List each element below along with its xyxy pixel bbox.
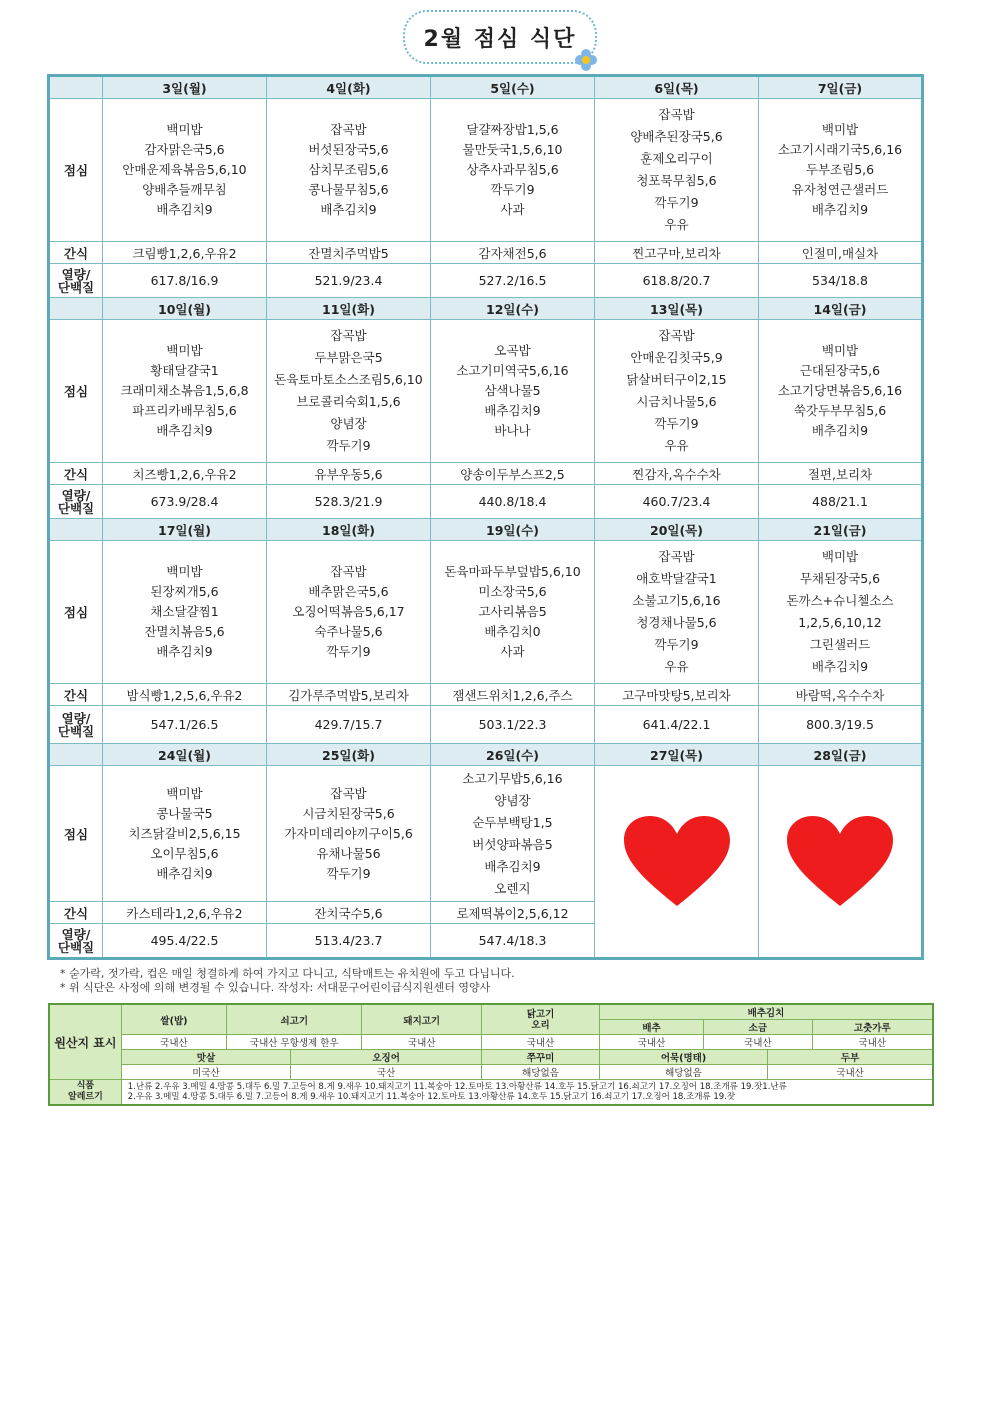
day-header: 12일(수) bbox=[431, 298, 595, 320]
menu-item: 사과 bbox=[500, 644, 525, 659]
snack-cell: 잔치국수5,6 bbox=[267, 902, 431, 924]
snack-cell: 찐고구마,보리차 bbox=[595, 242, 759, 264]
menu-item: 청포묵무침5,6 bbox=[636, 173, 717, 188]
menu-item: 상추사과무침5,6 bbox=[466, 162, 559, 177]
menu-item: 백미밥 bbox=[166, 122, 203, 137]
energy-label-1: 열량/ bbox=[61, 926, 91, 942]
energy-label bbox=[49, 706, 103, 744]
lunch-cell bbox=[431, 320, 595, 463]
lunch-cell bbox=[267, 320, 431, 463]
holiday-cell bbox=[595, 766, 759, 959]
energy-cell: 547.4/18.3 bbox=[431, 924, 595, 959]
menu-item: 배추김치9 bbox=[156, 644, 213, 659]
menu-item: 소고기당면볶음5,6,16 bbox=[777, 383, 903, 398]
menu-item: 백미밥 bbox=[821, 549, 859, 564]
menu-item: 백미밥 bbox=[821, 122, 859, 137]
allergy-line: 1.난류 2.우유 3.메밀 4.땅콩 5.대두 6.밀 7.고등어 8.게 9.새우 10.돼지고기 11.복숭아 12.토마토 13.아황산류 14.호두 15.닭고기 16.쇠고기 17.오징어 18.조개류 19.잣1.난류 bbox=[127, 1082, 787, 1092]
lunch-cell bbox=[103, 766, 267, 902]
menu-item: 깍두기9 bbox=[490, 182, 535, 197]
menu-item: 순두부백탕1,5 bbox=[472, 814, 553, 830]
snack-cell: 유부우동5,6 bbox=[267, 463, 431, 485]
menu-item: 깍두기9 bbox=[326, 438, 371, 453]
flower-icon bbox=[574, 48, 598, 72]
menu-item: 소고기시래기국5,6,16 bbox=[777, 142, 903, 157]
menu-item: 바나나 bbox=[494, 423, 531, 438]
snack-label: 간식 bbox=[49, 902, 103, 924]
origin-label bbox=[49, 1004, 121, 1080]
lunch-label: 점심 bbox=[49, 541, 103, 684]
header-blank bbox=[49, 519, 103, 541]
menu-item: 두부조림5,6 bbox=[805, 162, 875, 177]
menu-item: 안매운제육볶음5,6,10 bbox=[122, 162, 247, 177]
menu-item: 소고기미역국5,6,16 bbox=[456, 363, 569, 378]
menu-item: 깍두기9 bbox=[326, 865, 371, 881]
menu-item: 배추김치9 bbox=[156, 423, 213, 438]
origin-salt-name: 소금 bbox=[704, 1020, 812, 1035]
energy-label-2: 단백질 bbox=[57, 500, 95, 516]
energy-cell: 495.4/22.5 bbox=[103, 924, 267, 959]
lunch-label: 점심 bbox=[49, 99, 103, 242]
menu-item: 그린샐러드 bbox=[809, 637, 871, 652]
origin-fishcake-value: 해당없음 bbox=[599, 1065, 767, 1080]
menu-item: 양념장 bbox=[494, 792, 531, 808]
snack-label: 간식 bbox=[49, 684, 103, 706]
lunch-cell bbox=[759, 541, 923, 684]
day-header: 5일(수) bbox=[431, 76, 595, 99]
allergy-list bbox=[121, 1080, 933, 1106]
day-header: 6일(목) bbox=[595, 76, 759, 99]
heart-icon bbox=[785, 814, 895, 910]
origin-rice-name: 쌀(밥) bbox=[121, 1004, 226, 1035]
energy-cell: 673.9/28.4 bbox=[103, 485, 267, 519]
snack-cell: 크림빵1,2,6,우유2 bbox=[103, 242, 267, 264]
menu-item: 된장찌개5,6 bbox=[150, 584, 219, 599]
day-header: 17일(월) bbox=[103, 519, 267, 541]
menu-item: 콩나물무침5,6 bbox=[308, 182, 389, 197]
day-header: 11일(화) bbox=[267, 298, 431, 320]
lunch-label: 점심 bbox=[49, 766, 103, 902]
energy-label-2: 단백질 bbox=[57, 723, 95, 739]
menu-item: 돈육마파두부덮밥5,6,10 bbox=[444, 564, 581, 579]
menu-item: 가자미데리야끼구이5,6 bbox=[284, 825, 413, 841]
page-title: 2월 점심 식단 bbox=[423, 26, 577, 52]
energy-cell: 440.8/18.4 bbox=[431, 485, 595, 519]
menu-item: 크래미채소볶음1,5,6,8 bbox=[120, 383, 249, 398]
lunch-cell bbox=[431, 766, 595, 902]
origin-webfoot-name: 쭈꾸미 bbox=[482, 1050, 600, 1065]
menu-item: 깍두기9 bbox=[326, 644, 371, 659]
menu-item: 잔멸치볶음5,6 bbox=[144, 624, 225, 639]
snack-cell: 바람떡,옥수수차 bbox=[759, 684, 923, 706]
menu-item: 버섯된장국5,6 bbox=[308, 142, 389, 157]
menu-item: 버섯양파볶음5 bbox=[472, 836, 553, 852]
menu-item: 깍두기9 bbox=[654, 416, 699, 431]
lunch-cell bbox=[759, 320, 923, 463]
origin-cabbage-value: 국내산 bbox=[599, 1035, 703, 1050]
origin-webfoot-value: 해당없음 bbox=[482, 1065, 600, 1080]
notes bbox=[60, 967, 515, 995]
menu-item: 백미밥 bbox=[821, 343, 859, 358]
snack-cell: 치즈빵1,2,6,우유2 bbox=[103, 463, 267, 485]
origin-table bbox=[48, 1003, 934, 1106]
lunch-cell bbox=[759, 99, 923, 242]
snack-cell: 절편,보리차 bbox=[759, 463, 923, 485]
energy-cell: 513.4/23.7 bbox=[267, 924, 431, 959]
day-header: 10일(월) bbox=[103, 298, 267, 320]
menu-item: 배추김치9 bbox=[811, 202, 869, 217]
lunch-cell bbox=[103, 541, 267, 684]
menu-item: 사과 bbox=[500, 202, 525, 217]
origin-squid-value: 국산 bbox=[291, 1065, 482, 1080]
energy-cell: 528.3/21.9 bbox=[267, 485, 431, 519]
menu-item: 콩나물국5 bbox=[156, 805, 213, 821]
menu-item: 양배추들깨무침 bbox=[142, 182, 227, 197]
menu-item: 오징어떡볶음5,6,17 bbox=[292, 604, 405, 619]
day-header: 28일(금) bbox=[759, 744, 923, 766]
menu-item: 근대된장국5,6 bbox=[799, 363, 881, 378]
menu-item: 유채나물56 bbox=[316, 845, 381, 861]
snack-cell: 찐감자,옥수수차 bbox=[595, 463, 759, 485]
origin-chicken-name-1: 닭고기 bbox=[526, 1008, 555, 1020]
menu-item: 배추맑은국5,6 bbox=[308, 584, 389, 599]
lunch-cell bbox=[267, 541, 431, 684]
lunch-cell bbox=[595, 320, 759, 463]
holiday-cell bbox=[759, 766, 923, 959]
menu-item: 오렌지 bbox=[494, 880, 531, 896]
energy-cell: 547.1/26.5 bbox=[103, 706, 267, 744]
origin-crab-value: 미국산 bbox=[121, 1065, 290, 1080]
menu-item: 우유 bbox=[664, 217, 689, 232]
menu-item: 배추김치0 bbox=[484, 624, 541, 639]
menu-item: 잡곡밥 bbox=[330, 122, 367, 137]
lunch-cell bbox=[431, 99, 595, 242]
menu-item: 청경채나물5,6 bbox=[636, 615, 717, 630]
menu-table bbox=[47, 74, 924, 960]
day-header: 21일(금) bbox=[759, 519, 923, 541]
lunch-cell bbox=[595, 541, 759, 684]
menu-item: 닭살버터구이2,15 bbox=[626, 372, 727, 387]
day-header: 4일(화) bbox=[267, 76, 431, 99]
energy-cell: 488/21.1 bbox=[759, 485, 923, 519]
menu-item: 배추김치9 bbox=[156, 865, 213, 881]
origin-chicken-name-2: 오리 bbox=[531, 1019, 550, 1031]
menu-item: 잡곡밥 bbox=[330, 564, 367, 579]
menu-item: 잡곡밥 bbox=[658, 107, 695, 122]
energy-cell: 521.9/23.4 bbox=[267, 264, 431, 298]
menu-item: 오곡밥 bbox=[494, 343, 531, 358]
day-header: 27일(목) bbox=[595, 744, 759, 766]
lunch-cell bbox=[267, 766, 431, 902]
energy-label-2: 단백질 bbox=[57, 939, 95, 955]
origin-label-text: 원산지 표시 bbox=[54, 1035, 117, 1050]
allergy-label-1: 식품 bbox=[76, 1081, 95, 1091]
energy-label bbox=[49, 485, 103, 519]
day-header: 13일(목) bbox=[595, 298, 759, 320]
day-header: 20일(목) bbox=[595, 519, 759, 541]
energy-cell: 460.7/23.4 bbox=[595, 485, 759, 519]
day-header: 19일(수) bbox=[431, 519, 595, 541]
header-blank bbox=[49, 76, 103, 99]
menu-item: 배추김치9 bbox=[811, 423, 869, 438]
origin-chicken-name bbox=[482, 1004, 600, 1035]
origin-kimchi-name: 배추김치 bbox=[599, 1004, 933, 1020]
menu-item: 채소달걀찜1 bbox=[150, 604, 219, 619]
menu-item: 깍두기9 bbox=[654, 195, 699, 210]
origin-pepper-value: 국내산 bbox=[812, 1035, 933, 1050]
energy-label-1: 열량/ bbox=[61, 266, 91, 282]
menu-item: 고사리볶음5 bbox=[478, 604, 547, 619]
energy-cell: 800.3/19.5 bbox=[759, 706, 923, 744]
menu-item: 숙주나물5,6 bbox=[314, 624, 383, 639]
menu-item: 양배추된장국5,6 bbox=[630, 129, 723, 144]
menu-item: 치즈닭갈비2,5,6,15 bbox=[128, 825, 241, 841]
lunch-cell bbox=[103, 320, 267, 463]
origin-cabbage-name: 배추 bbox=[599, 1020, 703, 1035]
snack-cell: 인절미,매실차 bbox=[759, 242, 923, 264]
menu-item: 시금치나물5,6 bbox=[636, 394, 717, 409]
snack-cell: 잼샌드위치1,2,6,주스 bbox=[431, 684, 595, 706]
snack-cell: 감자채전5,6 bbox=[431, 242, 595, 264]
origin-tofu-value: 국내산 bbox=[768, 1065, 933, 1080]
menu-item: 우유 bbox=[664, 659, 689, 674]
day-header: 18일(화) bbox=[267, 519, 431, 541]
snack-cell: 잔멸치주먹밥5 bbox=[267, 242, 431, 264]
menu-item: 브로콜리숙회1,5,6 bbox=[296, 394, 401, 409]
note-line: * 숟가락, 젓가락, 컵은 매일 청결하게 하여 가지고 다니고, 식탁매트는 유치원에 두고 다닙니다. bbox=[60, 967, 515, 980]
menu-item: 양념장 bbox=[330, 416, 367, 431]
menu-item: 백미밥 bbox=[166, 343, 203, 358]
energy-cell: 618.8/20.7 bbox=[595, 264, 759, 298]
menu-item: 미소장국5,6 bbox=[478, 584, 547, 599]
allergy-line: 2.우유 3.메밀 4.땅콩 5.대두 6.밀 7.고등어 8.게 9.새우 10.돼지고기 11.복숭아 12.토마토 13.아황산류 14.호두 15.닭고기 16.쇠고기 17.오징어 18.조개류 19.잣 bbox=[127, 1092, 736, 1102]
day-header: 7일(금) bbox=[759, 76, 923, 99]
menu-item: 돈육토마토소스조림5,6,10 bbox=[274, 372, 423, 387]
menu-item: 쑥갓두부무침5,6 bbox=[793, 403, 887, 418]
menu-item: 유자청연근샐러드 bbox=[791, 182, 889, 197]
origin-pork-name: 돼지고기 bbox=[362, 1004, 482, 1035]
snack-cell: 로제떡볶이2,5,6,12 bbox=[431, 902, 595, 924]
origin-rice-value: 국내산 bbox=[121, 1035, 226, 1050]
origin-salt-value: 국내산 bbox=[704, 1035, 812, 1050]
lunch-cell bbox=[103, 99, 267, 242]
menu-item: 백미밥 bbox=[166, 785, 203, 801]
menu-item: 삼치무조림5,6 bbox=[308, 162, 389, 177]
menu-item: 훈제오리구이 bbox=[640, 151, 713, 166]
menu-item: 잡곡밥 bbox=[658, 549, 695, 564]
origin-crab-name: 맛살 bbox=[121, 1050, 290, 1065]
heart-icon bbox=[622, 814, 732, 910]
energy-cell: 503.1/22.3 bbox=[431, 706, 595, 744]
origin-fishcake-name: 어묵(명태) bbox=[599, 1050, 767, 1065]
energy-cell: 534/18.8 bbox=[759, 264, 923, 298]
origin-beef-name: 쇠고기 bbox=[227, 1004, 362, 1035]
header-blank bbox=[49, 298, 103, 320]
menu-item: 배추김치9 bbox=[484, 403, 541, 418]
menu-item: 배추김치9 bbox=[811, 659, 869, 674]
menu-item: 깍두기9 bbox=[654, 637, 699, 652]
menu-item: 달걀짜장밥1,5,6 bbox=[466, 122, 559, 137]
menu-item: 삼색나물5 bbox=[484, 383, 541, 398]
menu-item: 소불고기5,6,16 bbox=[632, 593, 721, 608]
energy-label bbox=[49, 924, 103, 959]
title-frame bbox=[403, 10, 597, 64]
origin-squid-name: 오징어 bbox=[291, 1050, 482, 1065]
origin-pork-value: 국내산 bbox=[362, 1035, 482, 1050]
snack-cell: 김가루주먹밥5,보리차 bbox=[267, 684, 431, 706]
lunch-label: 점심 bbox=[49, 320, 103, 463]
header-blank bbox=[49, 744, 103, 766]
menu-item: 오이무침5,6 bbox=[150, 845, 219, 861]
snack-cell: 카스테라1,2,6,우유2 bbox=[103, 902, 267, 924]
menu-item: 배추김치9 bbox=[320, 202, 377, 217]
origin-tofu-name: 두부 bbox=[768, 1050, 933, 1065]
menu-item: 감자맑은국5,6 bbox=[144, 142, 225, 157]
energy-cell: 429.7/15.7 bbox=[267, 706, 431, 744]
menu-item: 소고기무밥5,6,16 bbox=[462, 770, 563, 786]
menu-item: 황태달걀국1 bbox=[150, 363, 219, 378]
snack-label: 간식 bbox=[49, 463, 103, 485]
origin-pepper-name: 고춧가루 bbox=[812, 1020, 933, 1035]
allergy-label-2: 알레르기 bbox=[68, 1092, 103, 1102]
day-header: 3일(월) bbox=[103, 76, 267, 99]
menu-item: 1,2,5,6,10,12 bbox=[798, 615, 882, 630]
lunch-cell bbox=[431, 541, 595, 684]
menu-item: 배추김치9 bbox=[484, 858, 541, 874]
note-line: * 위 식단은 사정에 의해 변경될 수 있습니다. 작성자: 서대문구어린이급식지원센터 영양사 bbox=[60, 981, 491, 994]
menu-item: 우유 bbox=[664, 438, 689, 453]
lunch-cell bbox=[595, 99, 759, 242]
energy-cell: 617.8/16.9 bbox=[103, 264, 267, 298]
energy-label-2: 단백질 bbox=[57, 279, 95, 295]
menu-item: 파프리카배무침5,6 bbox=[132, 403, 237, 418]
allergy-label bbox=[49, 1080, 121, 1106]
energy-label-1: 열량/ bbox=[61, 710, 91, 726]
menu-item: 잡곡밥 bbox=[330, 328, 367, 343]
menu-item: 돈까스+슈니첼소스 bbox=[786, 593, 894, 608]
day-header: 26일(수) bbox=[431, 744, 595, 766]
snack-cell: 밤식빵1,2,5,6,우유2 bbox=[103, 684, 267, 706]
snack-cell: 양송이두부스프2,5 bbox=[431, 463, 595, 485]
menu-item: 시금치된장국5,6 bbox=[302, 805, 395, 821]
day-header: 24일(월) bbox=[103, 744, 267, 766]
menu-item: 물만둣국1,5,6,10 bbox=[462, 142, 563, 157]
lunch-cell bbox=[267, 99, 431, 242]
snack-label: 간식 bbox=[49, 242, 103, 264]
energy-label-1: 열량/ bbox=[61, 487, 91, 503]
menu-item: 애호박달걀국1 bbox=[636, 571, 717, 586]
snack-cell: 고구마맛탕5,보리차 bbox=[595, 684, 759, 706]
menu-item: 안매운김칫국5,9 bbox=[630, 350, 723, 365]
energy-cell: 641.4/22.1 bbox=[595, 706, 759, 744]
menu-item: 잡곡밥 bbox=[330, 785, 367, 801]
menu-item: 잡곡밥 bbox=[658, 328, 695, 343]
origin-chicken-value: 국내산 bbox=[482, 1035, 600, 1050]
energy-label bbox=[49, 264, 103, 298]
menu-item: 무채된장국5,6 bbox=[799, 571, 881, 586]
energy-cell: 527.2/16.5 bbox=[431, 264, 595, 298]
day-header: 25일(화) bbox=[267, 744, 431, 766]
day-header: 14일(금) bbox=[759, 298, 923, 320]
menu-item: 백미밥 bbox=[166, 564, 203, 579]
menu-item: 배추김치9 bbox=[156, 202, 213, 217]
origin-beef-value: 국내산 무항생제 한우 bbox=[227, 1035, 362, 1050]
menu-item: 두부맑은국5 bbox=[314, 350, 383, 365]
